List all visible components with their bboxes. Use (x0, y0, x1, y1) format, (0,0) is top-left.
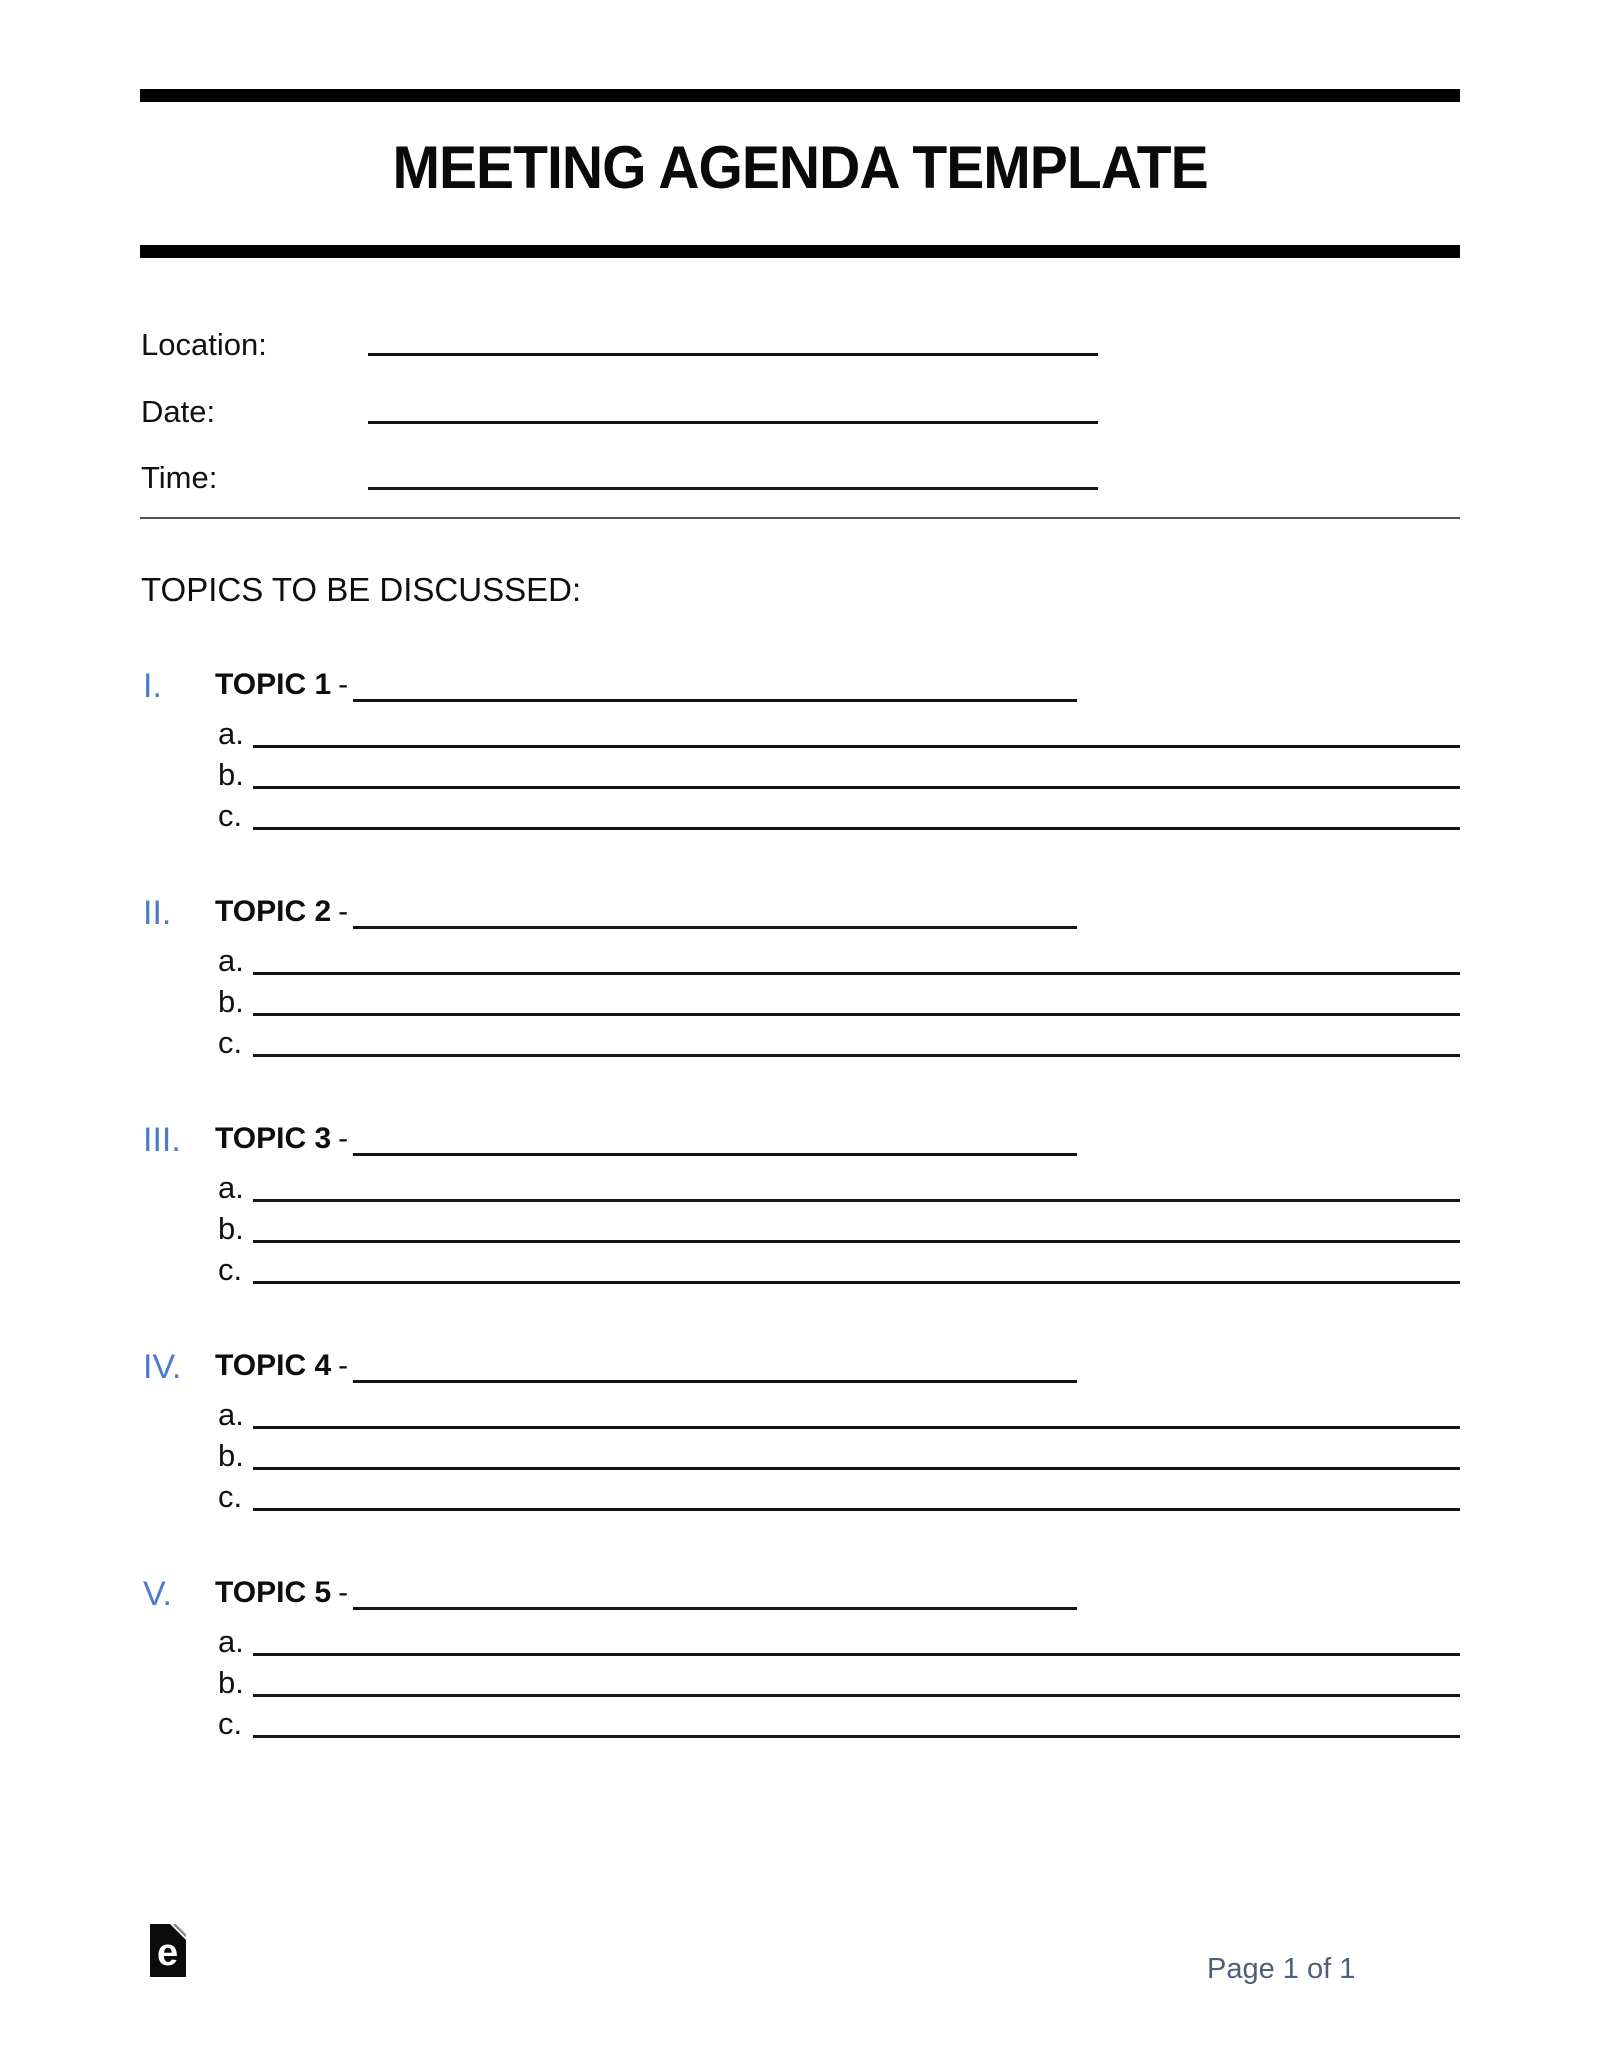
topic-5-subitem-b-blank-line (253, 1694, 1460, 1697)
logo-letter-e: e (157, 1932, 179, 1974)
topic-4-blank-line (353, 1380, 1077, 1383)
topic-4-subitem-b-blank-line (253, 1467, 1460, 1470)
time-label: Time: (141, 460, 218, 495)
topic-5-label: TOPIC 5 (215, 1576, 332, 1609)
topic-1-subitem-c-label: c. (218, 798, 243, 833)
topic-5-subitem-c-label: c. (218, 1706, 243, 1741)
topic-3-label: TOPIC 3 (215, 1122, 332, 1155)
section-divider (140, 517, 1460, 519)
topics-section-heading: TOPICS TO BE DISCUSSED: (141, 571, 582, 608)
topic-3-separator: - (338, 1122, 349, 1155)
topic-1-numeral: I. (143, 667, 162, 705)
topic-4-subitem-b-label: b. (218, 1438, 244, 1473)
topic-2-subitem-b-label: b. (218, 984, 244, 1019)
topic-1-separator: - (338, 668, 349, 701)
topic-3-subitem-a-blank-line (253, 1199, 1460, 1202)
topic-4-subitem-a-blank-line (253, 1426, 1460, 1429)
page-title (0, 134, 1600, 201)
topic-3-subitem-a-label: a. (218, 1170, 244, 1205)
topic-2-numeral: II. (143, 894, 172, 932)
topic-1-label: TOPIC 1 (215, 668, 332, 701)
time-blank-line (368, 487, 1098, 490)
topic-5-numeral: V. (143, 1575, 173, 1613)
topic-1-subitem-a-label: a. (218, 716, 244, 751)
topic-2-subitem-c-blank-line (253, 1054, 1460, 1057)
topic-1-subitem-c-blank-line (253, 827, 1460, 830)
eforms-logo-icon (150, 1924, 186, 1977)
topic-block-5 (0, 1570, 1600, 1742)
location-blank-line (368, 353, 1098, 356)
topic-3-subitem-c-blank-line (253, 1281, 1460, 1284)
topic-block-4 (0, 1343, 1600, 1515)
topic-5-blank-line (353, 1607, 1077, 1610)
topic-3-subitem-b-label: b. (218, 1211, 244, 1246)
topic-1-subitem-a-blank-line (253, 745, 1460, 748)
topic-2-subitem-b-blank-line (253, 1013, 1460, 1016)
topic-1-blank-line (353, 699, 1077, 702)
topic-5-separator: - (338, 1576, 349, 1609)
topic-5-subitem-c-blank-line (253, 1735, 1460, 1738)
topic-2-separator: - (338, 895, 349, 928)
topic-4-subitem-c-blank-line (253, 1508, 1460, 1511)
topic-2-blank-line (353, 926, 1077, 929)
topic-2-subitem-c-label: c. (218, 1025, 243, 1060)
topic-1-subitem-b-label: b. (218, 757, 244, 792)
topic-3-numeral: III. (143, 1121, 181, 1159)
topic-4-separator: - (338, 1349, 349, 1382)
topic-4-heading (215, 1349, 356, 1383)
topic-block-2 (0, 889, 1600, 1061)
topic-2-label: TOPIC 2 (215, 895, 332, 928)
topic-2-subitem-a-label: a. (218, 943, 244, 978)
topic-5-subitem-b-label: b. (218, 1665, 244, 1700)
date-label: Date: (141, 394, 216, 429)
topic-3-heading (215, 1122, 356, 1156)
header-bottom-rule (140, 245, 1460, 258)
location-label: Location: (141, 327, 267, 362)
topic-block-3 (0, 1116, 1600, 1288)
page-number: Page 1 of 1 (1207, 1953, 1356, 1985)
topic-1-subitem-b-blank-line (253, 786, 1460, 789)
topic-3-subitem-c-label: c. (218, 1252, 243, 1287)
topic-4-subitem-a-label: a. (218, 1397, 244, 1432)
topic-3-blank-line (353, 1153, 1077, 1156)
topic-block-1 (0, 662, 1600, 834)
topic-5-subitem-a-label: a. (218, 1624, 244, 1659)
topic-1-heading (215, 668, 356, 702)
date-blank-line (368, 421, 1098, 424)
topic-3-subitem-b-blank-line (253, 1240, 1460, 1243)
topic-4-subitem-c-label: c. (218, 1479, 243, 1514)
topic-4-label: TOPIC 4 (215, 1349, 332, 1382)
header-top-rule (140, 89, 1460, 102)
page-title-text: MEETING AGENDA TEMPLATE (392, 134, 1208, 201)
topic-2-subitem-a-blank-line (253, 972, 1460, 975)
topic-4-numeral: IV. (143, 1348, 182, 1386)
topic-5-heading (215, 1576, 356, 1610)
topic-2-heading (215, 895, 356, 929)
topic-5-subitem-a-blank-line (253, 1653, 1460, 1656)
